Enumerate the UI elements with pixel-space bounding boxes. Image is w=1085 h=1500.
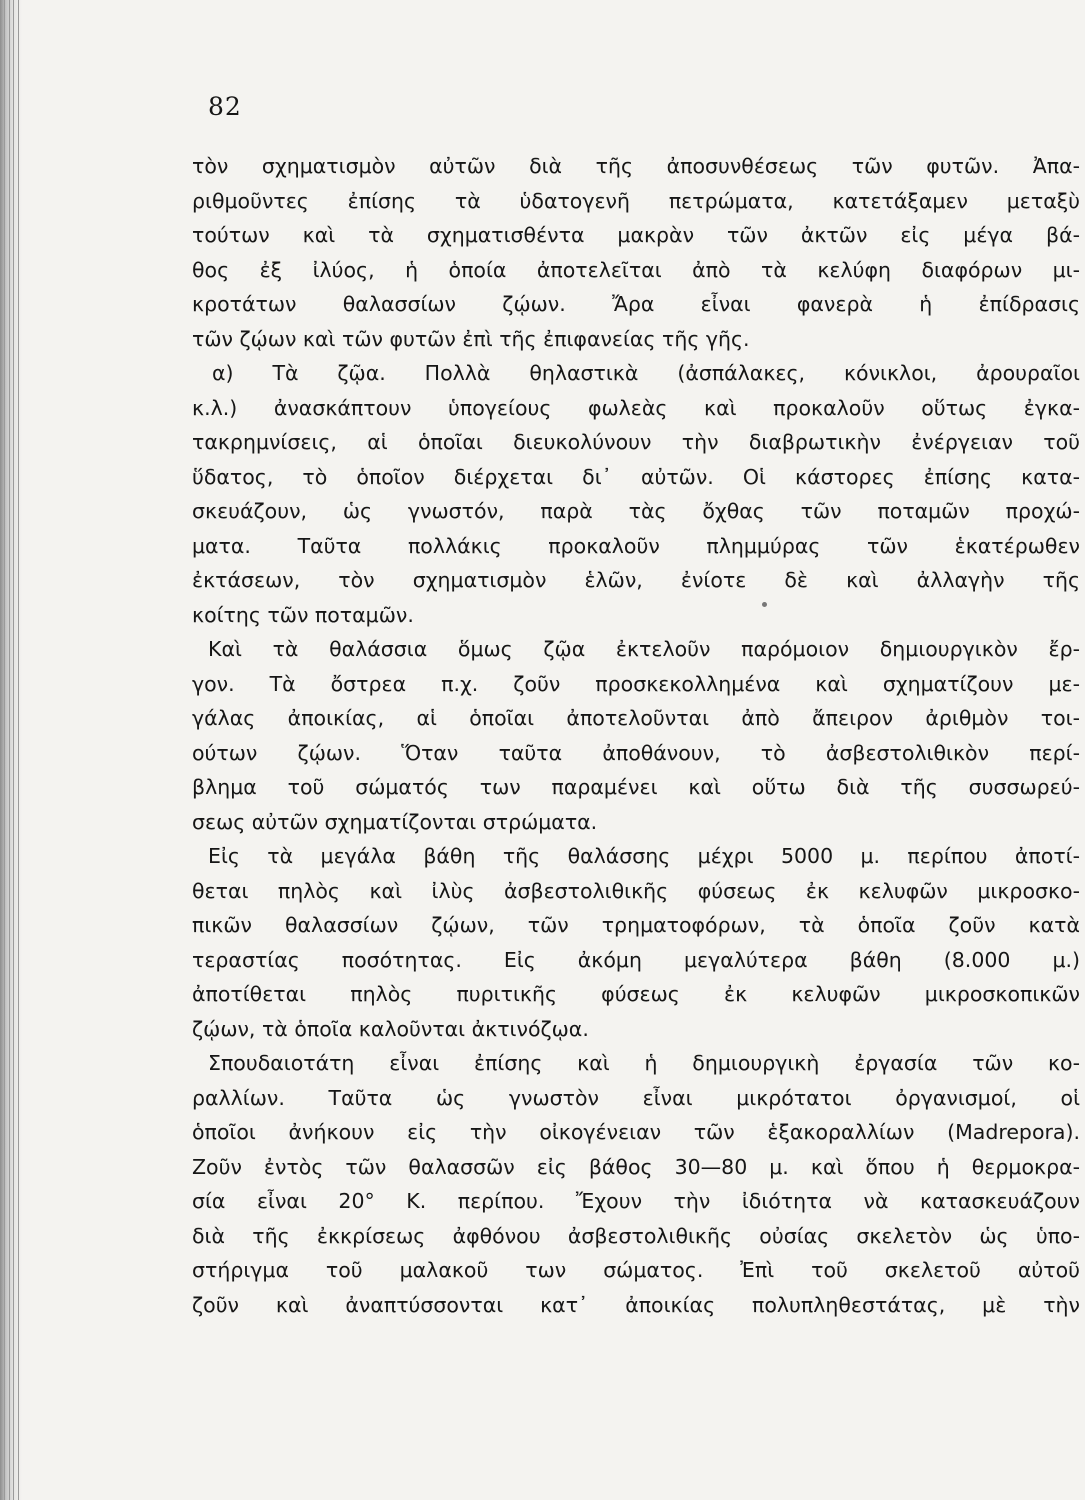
text-line: τὸν σχηματισμὸν αὐτῶν διὰ τῆς ἀποσυνθέσεως τῶν φυτῶν. Ἀπα-	[192, 154, 1080, 178]
text-line: τακρημνίσεις, αἱ ὁποῖαι διευκολύνουν τὴν διαβρωτικὴν ἐνέργειαν τοῦ	[192, 430, 1080, 454]
text-line: σία εἶναι 20° Κ. περίπου. Ἔχουν τὴν ἰδιότητα νὰ κατασκευάζουν	[192, 1189, 1080, 1213]
text-line: γάλας ἀποικίας, αἱ ὁποῖαι ἀποτελοῦνται ἀπὸ ἄπειρον ἀριθμὸν τοι-	[192, 706, 1080, 730]
text-line: ζῴων, τὰ ὁποῖα καλοῦνται ἀκτινόζῳα.	[192, 1016, 589, 1041]
text-line: πικῶν θαλασσίων ζῴων, τῶν τρηματοφόρων, τὰ ὁποῖα ζοῦν κατὰ	[192, 913, 1080, 937]
text-line: κροτάτων θαλασσίων ζῴων. Ἄρα εἶναι φανερὰ ἡ ἐπίδρασις	[192, 292, 1080, 316]
page-number: 82	[208, 92, 242, 121]
page-edge-line	[9, 0, 10, 1500]
paragraph-first-line: Καὶ τὰ θαλάσσια ὅμως ζῷα ἐκτελοῦν παρόμοιον δημιουργικὸν ἔρ-	[208, 637, 1080, 661]
page-edge-line	[18, 0, 19, 1500]
text-line: ματα. Ταῦτα πολλάκις προκαλοῦν πλημμύρας τῶν ἑκατέρωθεν	[192, 533, 1080, 558]
text-line: θος ἐξ ἰλύος, ἡ ὁποία ἀποτελεῖται ἀπὸ τὰ κελύφη διαφόρων μι-	[192, 257, 1080, 282]
text-line: κ.λ.) ἀνασκάπτουν ὑπογείους φωλεὰς καὶ προκαλοῦν οὕτως ἐγκα-	[192, 395, 1080, 420]
text-line: γον. Τὰ ὄστρεα π.χ. ζοῦν προσκεκολλημένα καὶ σχηματίζουν με-	[192, 671, 1080, 696]
text-line: θεται πηλὸς καὶ ἰλὺς ἀσβεστολιθικῆς φύσεως ἐκ κελυφῶν μικροσκο-	[192, 878, 1080, 903]
page-edge-line	[13, 0, 14, 1500]
paragraph-first-line: Εἰς τὰ μεγάλα βάθη τῆς θαλάσσης μέχρι 5000 μ. περίπου ἀποτί-	[208, 844, 1080, 868]
text-line: ούτων ζῴων. Ὅταν ταῦτα ἀποθάνουν, τὸ ἀσβεστολιθικὸν περί-	[192, 740, 1080, 765]
paragraph-first-line: Σπουδαιοτάτη εἶναι ἐπίσης καὶ ἡ δημιουργικὴ ἐργασία τῶν κο-	[208, 1051, 1080, 1075]
text-line: τούτων καὶ τὰ σχηματισθέντα μακρὰν τῶν ἀκτῶν εἰς μέγα βά-	[192, 223, 1080, 247]
text-line: διὰ τῆς ἐκκρίσεως ἀφθόνου ἀσβεστολιθικῆς οὐσίας σκελετὸν ὡς ὑπο-	[192, 1223, 1080, 1248]
body-text	[192, 149, 1080, 1322]
text-line: ἀποτίθεται πηλὸς πυριτικῆς φύσεως ἐκ κελυφῶν μικροσκοπικῶν	[192, 982, 1080, 1006]
text-line: ραλλίων. Ταῦτα ὡς γνωστὸν εἶναι μικρότατοι ὀργανισμοί, οἱ	[192, 1085, 1080, 1110]
section-heading-line: α) Τὰ ζῷα. Πολλὰ θηλαστικὰ (ἀσπάλακες, κόνικλοι, ἀρουραῖοι	[212, 361, 1080, 385]
text-line: ριθμοῦντες ἐπίσης τὰ ὑδατογενῆ πετρώματα, κατετάξαμεν μεταξὺ	[192, 188, 1080, 213]
text-line: ἐκτάσεων, τὸν σχηματισμὸν ἑλῶν, ἐνίοτε δὲ καὶ ἀλλαγὴν τῆς	[192, 568, 1080, 592]
text-line: τῶν ζῴων καὶ τῶν φυτῶν ἐπὶ τῆς ἐπιφανείας τῆς γῆς.	[192, 326, 750, 351]
text-line: ὕδατος, τὸ ὁποῖον διέρχεται δι᾽ αὐτῶν. Οἱ κάστορες ἐπίσης κατα-	[192, 464, 1080, 489]
text-line: ζοῦν καὶ ἀναπτύσσονται κατ᾽ ἀποικίας πολυπληθεστάτας, μὲ τὴν	[192, 1292, 1080, 1317]
text-line: κοίτης τῶν ποταμῶν.	[192, 602, 414, 627]
text-line: Ζοῦν ἐντὸς τῶν θαλασσῶν εἰς βάθος 30—80 μ. καὶ ὅπου ἡ θερμοκρα-	[192, 1154, 1080, 1179]
text-line: στήριγμα τοῦ μαλακοῦ των σώματος. Ἐπὶ τοῦ σκελετοῦ αὐτοῦ	[192, 1258, 1080, 1282]
text-line: τεραστίας ποσότητας. Εἰς ἀκόμη μεγαλύτερα βάθη (8.000 μ.)	[192, 947, 1080, 972]
text-line: βλημα τοῦ σώματός των παραμένει καὶ οὕτω διὰ τῆς συσσωρεύ-	[192, 775, 1080, 799]
text-line: σεως αὐτῶν σχηματίζονται στρώματα.	[192, 809, 598, 834]
text-line: ὁποῖοι ἀνήκουν εἰς τὴν οἰκογένειαν τῶν ἑξακοραλλίων (Madrepora).	[192, 1120, 1080, 1144]
ink-speck	[762, 602, 767, 607]
text-line: σκευάζουν, ὡς γνωστόν, παρὰ τὰς ὄχθας τῶν ποταμῶν προχώ-	[192, 499, 1080, 523]
page-edge-line	[4, 0, 5, 1500]
